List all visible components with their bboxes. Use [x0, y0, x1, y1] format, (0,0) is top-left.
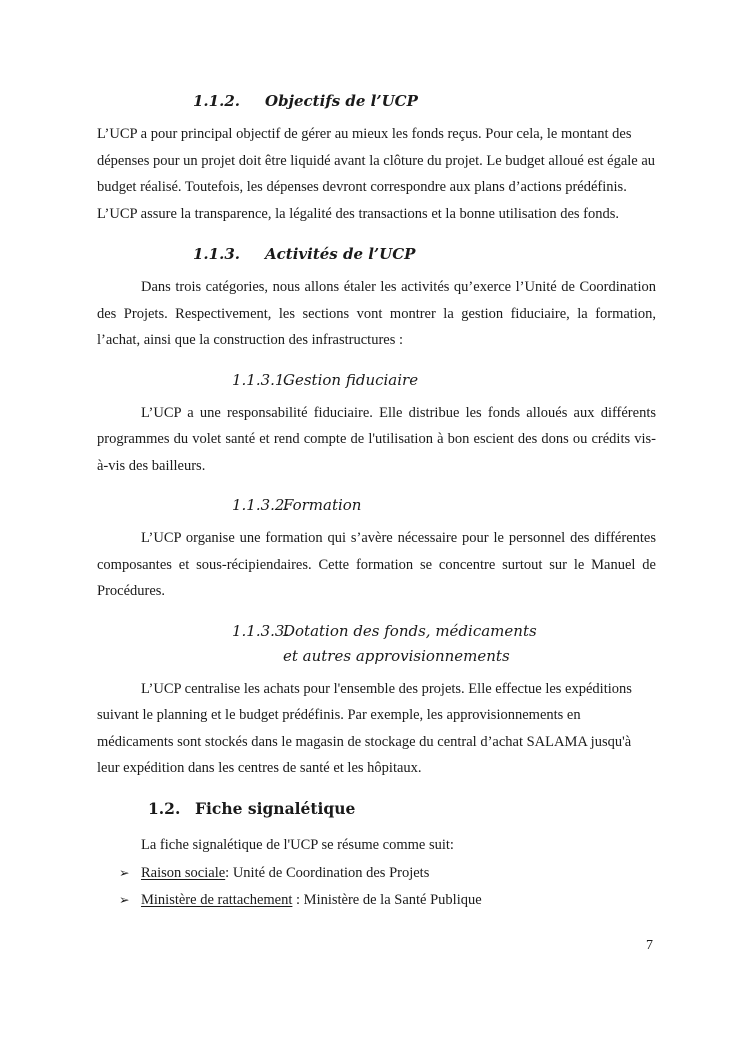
heading-title: Dotation des fonds, médicaments et autres approvisionnements — [283, 621, 537, 665]
bullet-term: Raison sociale — [141, 865, 226, 881]
heading-dotation — [232, 619, 656, 669]
list-item-raison-sociale — [119, 860, 656, 887]
paragraph-formation: L’UCP organise une formation qui s’avère nécessaire pour le personnel des différentes composantes et sous-récipiendaires. Cette formation se concentre surtout sur le Manuel de Procédures. — [97, 530, 656, 599]
paragraph-dotation: L’UCP centralise les achats pour l'ensemble des projets. Elle effectue les expéditions suivant le planning et le budget prédéfinis. Par exemple, les approvisionnements en médicaments sont stockés dans le magasin de stockage du central d’achat SALAMA jusqu'à leur expédition dans les centres de santé et les hôpitaux. — [97, 680, 632, 776]
paragraph-objectifs: L’UCP a pour principal objectif de gérer au mieux les fonds reçus. Pour cela, le montant des dépenses pour un projet doit être liquidé avant la clôture du projet. Le budget alloué est égale au budget réalisé. Toutefois, les dépenses devront correspondre aux plans d’actions prédéfinis. L’UCP assure la transparence, la légalité des transactions et la bonne utilisation des fonds. — [97, 126, 656, 222]
heading-activites-ucp — [193, 241, 656, 267]
heading-title: Gestion fiduciaire — [283, 370, 419, 389]
heading-objectifs-ucp — [193, 88, 656, 114]
heading-formation — [232, 493, 656, 518]
paragraph-gestion-fiduciaire: L’UCP a une responsabilité fiduciaire. Elle distribue les fonds alloués aux différents programmes du volet santé et rend compte de l'utilisation à bon escient des dons ou crédits vis-à-vis des bailleurs. — [97, 404, 656, 474]
heading-title: Formation — [283, 496, 362, 514]
arrowhead-bullet-icon: ➢ — [119, 891, 130, 907]
heading-number: 1.1.3.1. — [232, 370, 290, 389]
bullet-separator: : — [225, 865, 230, 881]
heading-title: Objectifs de l’UCP — [265, 92, 418, 110]
heading-number: 1.2. — [148, 798, 181, 818]
bullet-value: Ministère de la Santé Publique — [300, 891, 482, 908]
bullet-term: Ministère de rattachement — [141, 891, 293, 908]
heading-number: 1.1.3.3. — [232, 621, 290, 640]
fiche-bullet-list — [119, 860, 656, 913]
document-content — [97, 0, 656, 913]
list-item-ministere — [119, 887, 656, 914]
bullet-value: Unité de Coordination des Projets — [229, 865, 430, 881]
heading-number: 1.1.2. — [193, 92, 240, 110]
arrowhead-bullet-icon: ➢ — [119, 865, 130, 880]
page-number: 7 — [646, 938, 653, 953]
heading-gestion-fiduciaire — [232, 368, 656, 393]
paragraph-activites-intro: Dans trois catégories, nous allons étaler les activités qu’exerce l’Unité de Coordination des Projets. Respectivement, les sections vont montrer la gestion fiduciaire, la formation, l’achat, ainsi que la construction des infrastructures : — [97, 279, 656, 348]
heading-number: 1.1.3.2. — [232, 496, 290, 514]
heading-number: 1.1.3. — [193, 245, 240, 263]
heading-title: Fiche signalétique — [195, 798, 356, 818]
heading-fiche-signaletique — [148, 796, 656, 822]
bullet-separator: : — [292, 891, 301, 908]
heading-title: Activités de l’UCP — [265, 245, 416, 263]
bullet-text — [141, 887, 482, 914]
bullet-text — [141, 860, 429, 887]
paragraph-fiche-intro: La fiche signalétique de l'UCP se résume comme suit: — [141, 836, 454, 853]
